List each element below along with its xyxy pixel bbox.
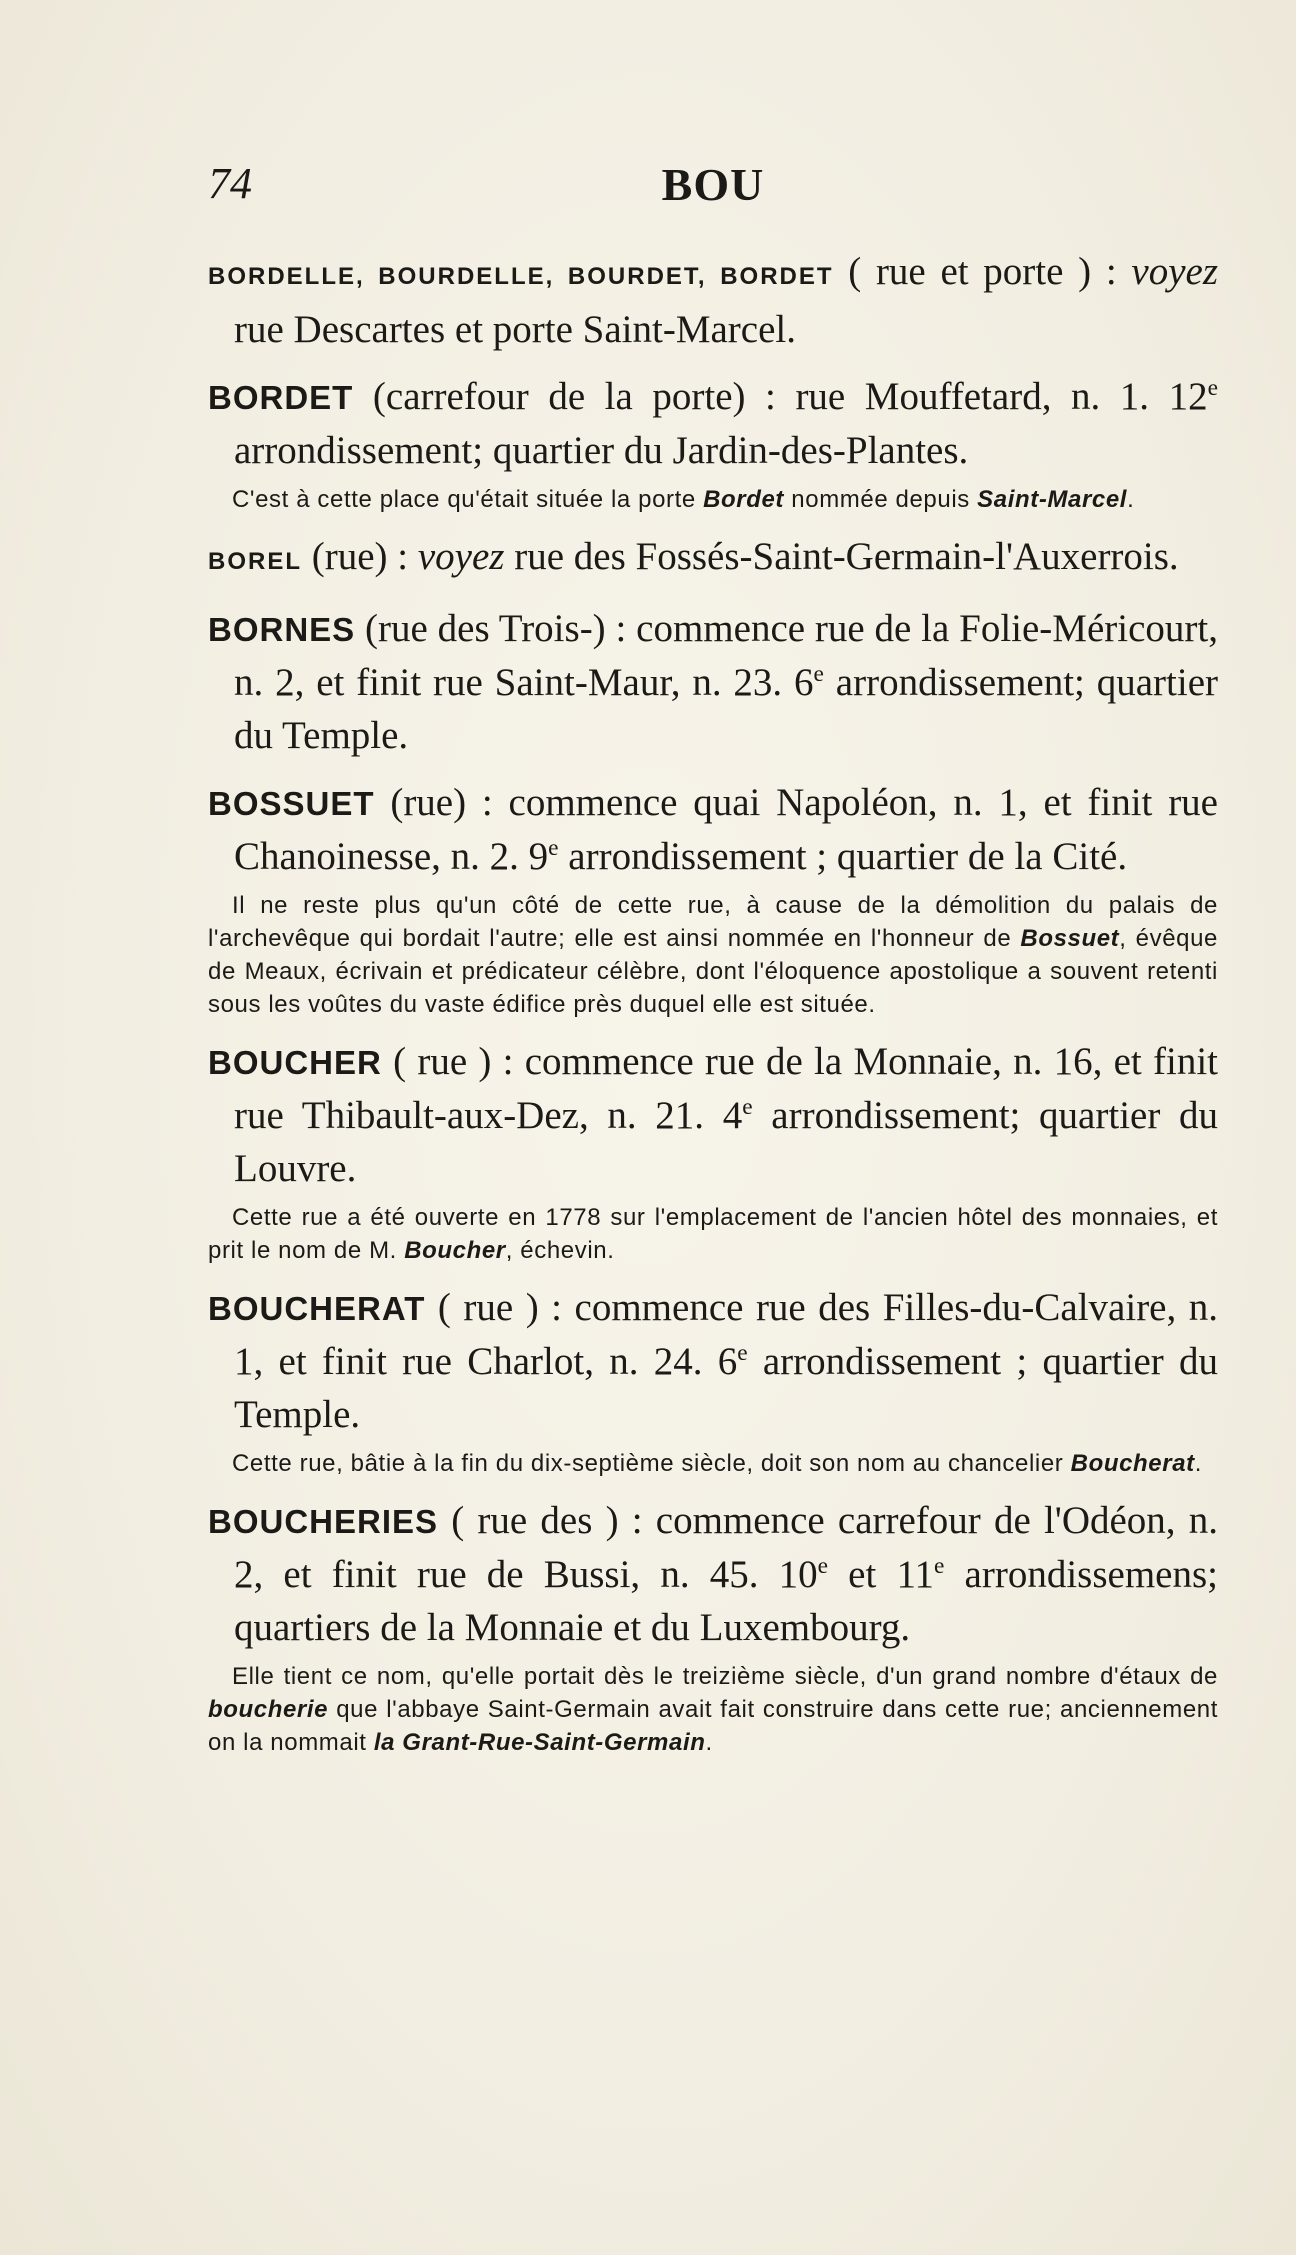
entry-headword: BOUCHERAT xyxy=(208,1290,426,1327)
entry-boucher xyxy=(208,1035,1218,1267)
entry-bordet xyxy=(208,370,1218,516)
entry-boucherat xyxy=(208,1281,1218,1480)
entry-bordelle xyxy=(208,245,1218,356)
entry-note: Cette rue a été ouverte en 1778 sur l'emplacement de l'ancien hôtel des monnaies, et prit le nom de M. Boucher, échevin. xyxy=(208,1204,1218,1264)
entry-text: BOSSUET (rue) : commence quai Napoléon, n. 1, et finit rue Chanoinesse, n. 2. 9e arrondissement ; quartier de la Cité. xyxy=(208,781,1218,878)
entry-headword: BOREL xyxy=(208,548,302,575)
entry-headword: BORDELLE, BOURDELLE, BOURDET, BORDET xyxy=(208,263,834,290)
entry-headword: BOSSUET xyxy=(208,785,375,822)
entry-headword: BORDET xyxy=(208,379,354,416)
entry-note: Cette rue, bâtie à la fin du dix-septième siècle, doit son nom au chancelier Boucherat. xyxy=(232,1450,1203,1477)
entry-boucheries xyxy=(208,1494,1218,1759)
page-number: 74 xyxy=(208,159,252,208)
running-head: BOU xyxy=(661,159,765,210)
entry-borel xyxy=(208,530,1218,588)
entry-note: Elle tient ce nom, qu'elle portait dès le treizième siècle, d'un grand nombre d'étaux de boucherie que l'abbaye Saint-Germain avait fait construire dans cette rue; anciennement on la nommait la Grant-Rue-Saint-Germain. xyxy=(208,1663,1218,1756)
entry-headword: BORNES xyxy=(208,611,356,648)
entry-note: C'est à cette place qu'était située la porte Bordet nommée depuis Saint-Marcel. xyxy=(232,486,1135,513)
entry-text: BOUCHERIES ( rue des ) : commence carrefour de l'Odéon, n. 2, et finit rue de Bussi, n. 45. 10e et 11e arrondissemens; quartiers de la Monnaie et du Luxembourg. xyxy=(208,1499,1218,1649)
entry-text: BOREL (rue) : voyez rue des Fossés-Saint-Germain-l'Auxerrois. xyxy=(208,535,1179,578)
entry-note: Il ne reste plus qu'un côté de cette rue, à cause de la démolition du palais de l'archevêque qui bordait l'autre; elle est ainsi nommée en l'honneur de Bossuet, évêque de Meaux, écrivain et prédicateur célèbre, dont l'éloquence apostolique a souvent retenti sous les voûtes du vaste édifice près duquel elle est située. xyxy=(208,892,1219,1018)
entry-text: BORDELLE, BOURDELLE, BOURDET, BORDET ( rue et porte ) : voyez rue Descartes et porte Saint-Marcel. xyxy=(208,250,1218,351)
entry-text: BORNES (rue des Trois-) : commence rue de la Folie-Méricourt, n. 2, et finit rue Saint-Maur, n. 23. 6e arrondissement; quartier du Temple. xyxy=(208,607,1218,757)
entry-text: BOUCHER ( rue ) : commence rue de la Monnaie, n. 16, et finit rue Thibault-aux-Dez, n. 21. 4e arrondissement; quartier du Louvre. xyxy=(208,1040,1218,1190)
page-header xyxy=(208,158,1218,218)
entry-headword: BOUCHERIES xyxy=(208,1503,439,1540)
entry-headword: BOUCHER xyxy=(208,1044,382,1081)
entry-text: BORDET (carrefour de la porte) : rue Mouffetard, n. 1. 12e arrondissement; quartier du Jardin-des-Plantes. xyxy=(208,375,1218,472)
entry-text: BOUCHERAT ( rue ) : commence rue des Filles-du-Calvaire, n. 1, et finit rue Charlot, n. 24. 6e arrondissement ; quartier du Temple. xyxy=(208,1286,1218,1436)
dictionary-entries xyxy=(208,245,1218,1773)
entry-bossuet xyxy=(208,776,1218,1021)
entry-bornes xyxy=(208,602,1218,762)
